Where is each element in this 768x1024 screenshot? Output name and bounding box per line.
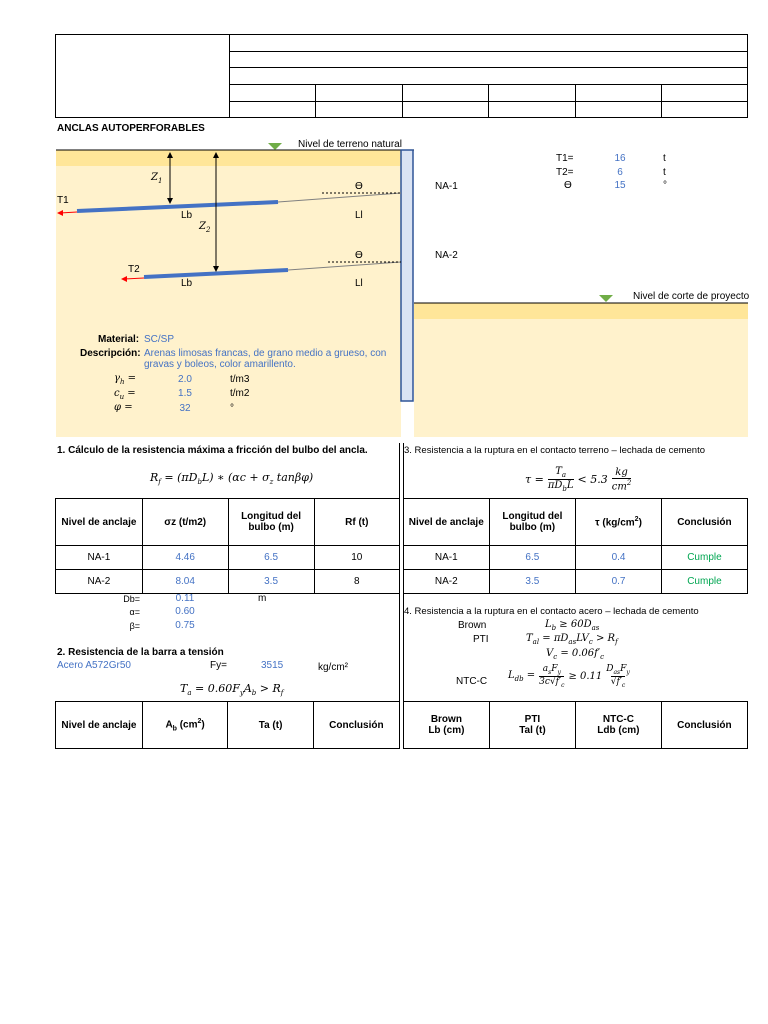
section3-title: 3. Resistencia a la ruptura en el contacto terreno – lechada de cemento xyxy=(404,445,706,456)
anchor-2-level-label: NA-2 xyxy=(435,250,458,261)
material-value: SC/SP xyxy=(144,334,175,345)
section2-formula: $T_a = 0.60F_yA_b > R_f$ xyxy=(180,682,284,698)
method-brown: Brown xyxy=(458,620,487,631)
section4-title: 4. Resistencia a la ruptura en el contacto acero – lechada de cemento xyxy=(404,606,699,617)
topsoil-left xyxy=(56,150,401,166)
section1-title: 1. Cálculo de la resistencia máxima a fricción del bulbo del ancla. xyxy=(57,445,368,456)
anchor-1-angle-label: ϴ xyxy=(355,181,363,192)
section2-title: 2. Resistencia de la barra a tensión xyxy=(57,647,224,658)
anchor-2-force-label: T2 xyxy=(128,264,140,275)
anchor-2-angle-label: ϴ xyxy=(355,250,363,261)
section-title: ANCLAS AUTOPERFORABLES xyxy=(57,123,205,134)
table-row: NA-1 4.46 6.5 10 xyxy=(56,546,400,570)
anchor-2-free-label: Ll xyxy=(355,278,363,289)
anchor-1-bulb-label: Lb xyxy=(181,210,193,221)
ground-level-marker-icon xyxy=(268,143,282,150)
section3-formula: τ = $T_a$ $\pi D_bL$ < 5.3 kg $cm^2$ xyxy=(525,466,632,493)
section1-table: Nivel de anclaje σz (t/m2) Longitud del bulbo (m) Rf (t) NA-1 4.46 6.5 10 NA-2 8.04 3.5 8 xyxy=(55,498,400,594)
soil-right xyxy=(414,303,748,437)
anchor-1-free-label: Ll xyxy=(355,210,363,221)
method-ntc: NTC-C xyxy=(456,676,488,687)
ground-level-label: Nivel de terreno natural xyxy=(298,139,402,150)
anchor-1-level-label: NA-1 xyxy=(435,181,458,192)
topsoil-right xyxy=(414,303,748,319)
pti-formula: $T_{al} = \pi D_{as}LV_c > R_f$ xyxy=(526,633,618,646)
brown-formula: $L_b \ge 60D_{as}$ xyxy=(545,619,600,632)
description-value: Arenas limosas francas, de grano medio a grueso, con gravas y boleos, color amarillento. xyxy=(144,348,387,370)
section3-table: Nivel de anclaje Longitud del bulbo (m) τ $(kg/cm^2)$ Conclusión NA-1 6.5 0.4 Cumple NA-2 3.5 0.7 Cumple xyxy=(403,498,748,594)
anchor-1-force-label: T1 xyxy=(57,195,69,206)
steel-grade: Acero A572Gr50 xyxy=(57,660,131,671)
table-row: NA-1 6.5 0.4 Cumple xyxy=(404,546,748,570)
fy-label: Fy= xyxy=(210,660,227,671)
vc-formula: $V_c = 0.06f'_c$ xyxy=(546,648,605,661)
description-label: Descripción: xyxy=(80,348,141,359)
anchor-2-depth-label: $Z_2$ xyxy=(199,221,211,234)
method-pti: PTI xyxy=(473,634,489,645)
fy-unit: kg/cm² xyxy=(318,662,348,673)
anchor-2-bulb-label: Lb xyxy=(181,278,193,289)
section2-table: Nivel de anclaje $A_b$ $(cm^2)$ Ta (t) Conclusión xyxy=(55,701,400,749)
fy-value: 3515 xyxy=(261,660,284,671)
retaining-wall xyxy=(401,150,413,401)
section1-formula: $R_f = (\pi D_bL)$ ∗ ($\alpha c + \sigma_z$ tanβφ) xyxy=(150,471,314,487)
anchor-1-depth-label: $Z_1$ xyxy=(151,172,163,185)
cut-level-label: Nivel de corte de proyecto xyxy=(633,291,750,302)
table-row: NA-2 3.5 0.7 Cumple xyxy=(404,570,748,594)
cut-level-marker-icon xyxy=(599,295,613,302)
section4-table: Brown Lb (cm) PTI Tal (t) NTC-C Ldb (cm) Conclusión xyxy=(403,701,748,749)
soil-left xyxy=(56,150,401,437)
material-label: Material: xyxy=(98,334,140,345)
table-row: NA-2 8.04 3.5 8 xyxy=(56,570,400,594)
ntc-formula: $L_{db}$ = $a_sF_y$ $3c√f'_c$ ≥ 0.11 $D_{as}F_y$ $√f'_c$ xyxy=(508,664,630,689)
